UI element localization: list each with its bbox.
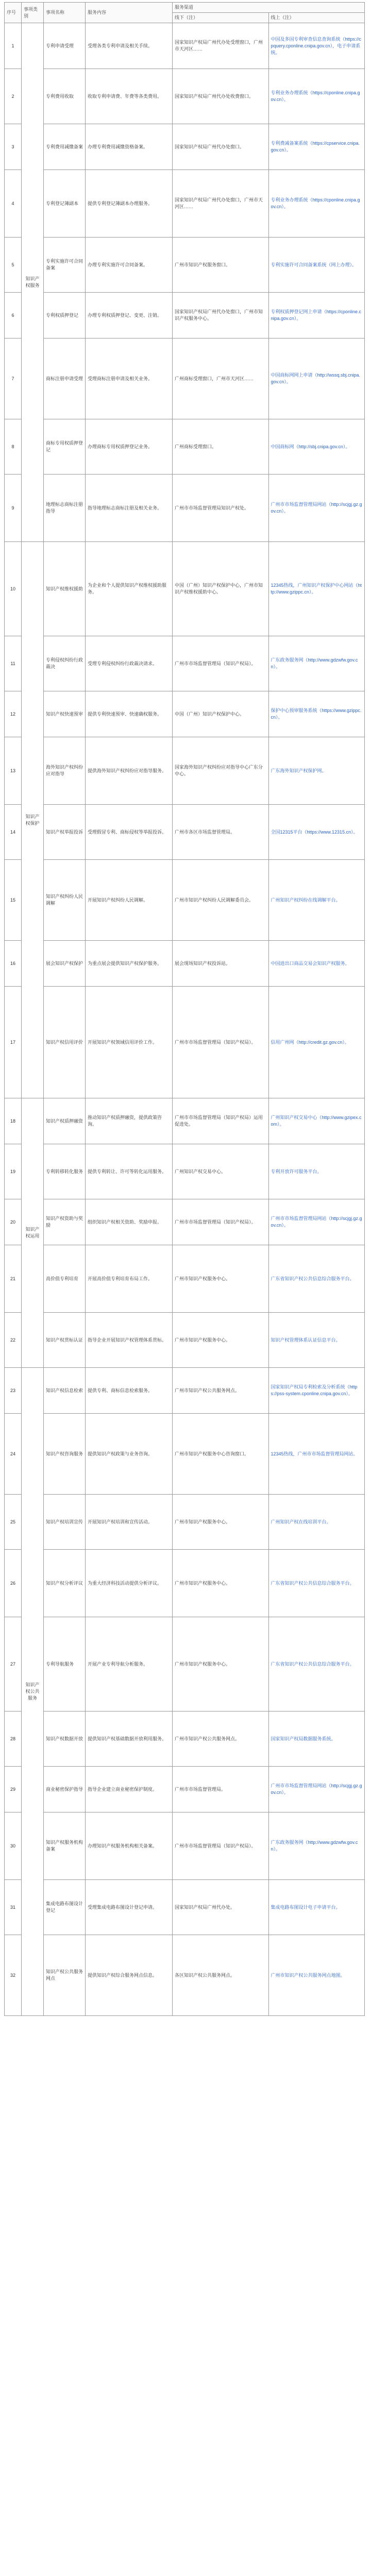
row-content: 收取专利申请费、年费等各类费用。 (86, 69, 173, 124)
row-content: 开展产业专利导航分析服务。 (86, 1617, 173, 1711)
row-offline-channel: 广州市知识产权公共服务网点。 (173, 1368, 269, 1414)
service-table (4, 2, 365, 2016)
row-category: 知识产权保护 (22, 542, 44, 1098)
header-index: 序号 (5, 3, 22, 23)
header-online: 线上（注） (268, 13, 365, 23)
table-row (5, 1711, 365, 1767)
row-offline-channel: 广州市知识产权纠纷人民调解委员会。 (173, 860, 269, 941)
row-index: 27 (5, 1617, 22, 1711)
row-online-channel: 广州市市场监督管理局网站（http://scjgj.gz.gov.cn）。 (268, 1199, 365, 1245)
table-row (5, 419, 365, 474)
row-name: 专利费用减缴备案 (44, 124, 86, 170)
row-content: 提供知识产权基础数据开放利用服务。 (86, 1711, 173, 1767)
row-offline-channel: 国家知识产权局广州代办处受理窗口，广州市天河区…… (173, 23, 269, 69)
table-row (5, 170, 365, 238)
row-index: 24 (5, 1414, 22, 1495)
row-name: 海外知识产权纠纷应对指导 (44, 737, 86, 805)
row-offline-channel: 广州市知识产权服务中心。 (173, 1550, 269, 1617)
row-online-channel: 广东省知识产权公共信息综合服务平台。 (268, 1617, 365, 1711)
row-offline-channel: 广州市市场监督管理局（知识产权局）。 (173, 987, 269, 1098)
row-offline-channel: 广州市市场监督管理局知识产权处。 (173, 474, 269, 542)
row-name: 地理标志商标注册指导 (44, 474, 86, 542)
row-offline-channel: 展会现场知识产权投诉站。 (173, 941, 269, 987)
table-row (5, 1245, 365, 1313)
row-online-channel: 12345热线，广州知识产权保护中心网站（http://www.gzippc.cn）。 (268, 542, 365, 636)
row-content: 提供海外知识产权纠纷应对指导服务。 (86, 737, 173, 805)
row-content: 办理专利权质押登记、变更、注销。 (86, 293, 173, 338)
row-name: 知识产权举报投诉 (44, 805, 86, 860)
row-index: 14 (5, 805, 22, 860)
row-content: 提供专利转让、许可等转化运用服务。 (86, 1144, 173, 1199)
row-offline-channel: 广州市知识产权服务中心。 (173, 1617, 269, 1711)
row-index: 21 (5, 1245, 22, 1313)
row-offline-channel: 广州市知识产权服务中心。 (173, 1313, 269, 1368)
row-offline-channel: 广州商标受理窗口，广州市天河区…… (173, 338, 269, 419)
row-content: 办理专利实施许可合同备案。 (86, 238, 173, 293)
table-row (5, 124, 365, 170)
row-index: 32 (5, 1935, 22, 2016)
row-online-channel: 集成电路布图设计电子申请平台。 (268, 1880, 365, 1935)
row-online-channel: 广东省知识产权公共信息综合服务平台。 (268, 1550, 365, 1617)
row-name: 专利费用收取 (44, 69, 86, 124)
row-content: 组织知识产权相关资助、奖励申报。 (86, 1199, 173, 1245)
table-row (5, 805, 365, 860)
row-offline-channel: 各区知识产权公共服务网点。 (173, 1935, 269, 2016)
row-name: 展会知识产权保护 (44, 941, 86, 987)
row-online-channel: 国家知识产权局专利检索及分析系统（https://pss-system.cponline.cnipa.gov.cn）。 (268, 1368, 365, 1414)
table-row (5, 1199, 365, 1245)
row-index: 6 (5, 293, 22, 338)
row-content: 提供专利、商标信息检索服务。 (86, 1368, 173, 1414)
table-row (5, 1098, 365, 1144)
row-online-channel: 12345热线，广州市市场监督管理局网站。 (268, 1414, 365, 1495)
row-offline-channel: 国家知识产权局广州代办处窗口，广州市知识产权服务中心。 (173, 293, 269, 338)
table-row (5, 238, 365, 293)
row-index: 7 (5, 338, 22, 419)
row-name: 专利申请受理 (44, 23, 86, 69)
row-content: 办理商标专用权质押登记业务。 (86, 419, 173, 474)
row-content: 开展知识产权领域信用评价工作。 (86, 987, 173, 1098)
row-online-channel: 广州市市场监督管理局网站（http://scjgj.gz.gov.cn）。 (268, 1767, 365, 1812)
row-name: 专利权质押登记 (44, 293, 86, 338)
row-name: 知识产权信用评价 (44, 987, 86, 1098)
row-name: 商业秘密保护指导 (44, 1767, 86, 1812)
row-online-channel: 广东政务服务网（http://www.gdzwfw.gov.cn）。 (268, 1812, 365, 1880)
row-name: 集成电路布图设计登记 (44, 1880, 86, 1935)
table-row (5, 691, 365, 737)
row-offline-channel: 国家海外知识产权纠纷应对指导中心广东分中心。 (173, 737, 269, 805)
row-offline-channel: 国家知识产权局广州代办处窗口，广州市天河区…… (173, 170, 269, 238)
header-offline: 线下（注） (173, 13, 269, 23)
row-online-channel: 全国12315平台（https://www.12315.cn）。 (268, 805, 365, 860)
row-offline-channel: 广州市市场监督管理局。 (173, 1767, 269, 1812)
row-online-channel: 专利权质押登记网上申请（https://cponline.cnipa.gov.cn）。 (268, 293, 365, 338)
row-name: 商标专用权质押登记 (44, 419, 86, 474)
row-name: 知识产权贯标认证 (44, 1313, 86, 1368)
row-index: 25 (5, 1495, 22, 1550)
row-online-channel: 中国及多国专利审查信息查询系统（https://cpquery.cponline.cnipa.gov.cn），电子申请系统。 (268, 23, 365, 69)
row-online-channel: 中国商标网网上申请（http://wssq.sbj.cnipa.gov.cn）。 (268, 338, 365, 419)
row-offline-channel: 广州市知识产权服务中心咨询窗口。 (173, 1414, 269, 1495)
table-row (5, 1880, 365, 1935)
table-row (5, 1812, 365, 1880)
row-offline-channel: 国家知识产权局广州代办处窗口。 (173, 124, 269, 170)
row-offline-channel: 广州市各区市场监督管理局。 (173, 805, 269, 860)
row-name: 知识产权服务机构备案 (44, 1812, 86, 1880)
row-online-channel: 专利费减备案系统（https://cpservice.cnipa.gov.cn）。 (268, 124, 365, 170)
row-offline-channel: 广州商标受理窗口。 (173, 419, 269, 474)
header-content: 服务内容 (86, 3, 173, 23)
row-name: 专利登记簿副本 (44, 170, 86, 238)
row-online-channel: 专利业务办理系统（https://cponline.cnipa.gov.cn）。 (268, 69, 365, 124)
table-row (5, 1550, 365, 1617)
row-online-channel: 专利业务办理系统（https://cponline.cnipa.gov.cn）。 (268, 170, 365, 238)
row-online-channel: 广州知识产权在线培训平台。 (268, 1495, 365, 1550)
row-index: 15 (5, 860, 22, 941)
row-content: 提供知识产权政策与业务咨询。 (86, 1414, 173, 1495)
row-content: 开展知识产权培训和宣传活动。 (86, 1495, 173, 1550)
row-index: 30 (5, 1812, 22, 1880)
row-name: 知识产权信息检索 (44, 1368, 86, 1414)
row-online-channel: 知识产权管理体系认证信息平台。 (268, 1313, 365, 1368)
row-content: 为重大经济科技活动提供分析评议。 (86, 1550, 173, 1617)
row-name: 专利实施许可合同备案 (44, 238, 86, 293)
row-name: 专利导航服务 (44, 1617, 86, 1711)
row-online-channel: 广州知识产权交易中心（http://www.gzipex.com）。 (268, 1098, 365, 1144)
document-page (4, 0, 365, 2016)
row-category: 知识产权运用 (22, 1098, 44, 1368)
row-content: 受理商标注册申请及相关业务。 (86, 338, 173, 419)
row-offline-channel: 广州市市场监督管理局（知识产权局）。 (173, 636, 269, 691)
row-name: 知识产权质押融资 (44, 1098, 86, 1144)
row-content: 受理假冒专利、商标侵权等举报投诉。 (86, 805, 173, 860)
row-name: 高价值专利培育 (44, 1245, 86, 1313)
row-name: 专利转移转化服务 (44, 1144, 86, 1199)
row-index: 9 (5, 474, 22, 542)
row-online-channel: 广东政务服务网（http://www.gdzwfw.gov.cn）。 (268, 636, 365, 691)
row-index: 23 (5, 1368, 22, 1414)
row-name: 知识产权咨询服务 (44, 1414, 86, 1495)
table-row (5, 69, 365, 124)
row-content: 受理各类专利申请及相关手续。 (86, 23, 173, 69)
row-offline-channel: 广州市市场监督管理局（知识产权局）。 (173, 1812, 269, 1880)
row-name: 知识产权纠纷人民调解 (44, 860, 86, 941)
row-content: 为重点展会提供知识产权保护服务。 (86, 941, 173, 987)
row-name: 知识产权快速预审 (44, 691, 86, 737)
row-name: 专利侵权纠纷行政裁决 (44, 636, 86, 691)
row-content: 指导地理标志商标注册及相关业务。 (86, 474, 173, 542)
row-online-channel: 中国商标网（http://sbj.cnipa.gov.cn）。 (268, 419, 365, 474)
row-name: 知识产权资助与奖励 (44, 1199, 86, 1245)
row-online-channel: 广东省知识产权公共信息综合服务平台。 (268, 1245, 365, 1313)
table-row (5, 737, 365, 805)
table-row (5, 338, 365, 419)
row-offline-channel: 广州市知识产权服务中心。 (173, 1245, 269, 1313)
row-offline-channel: 国家知识产权局广州代办处。 (173, 1880, 269, 1935)
row-index: 12 (5, 691, 22, 737)
row-offline-channel: 广州市知识产权服务中心。 (173, 1495, 269, 1550)
table-row (5, 1144, 365, 1199)
row-content: 为企业和个人提供知识产权维权援助服务。 (86, 542, 173, 636)
row-index: 8 (5, 419, 22, 474)
row-content: 指导企业建立商业秘密保护制度。 (86, 1767, 173, 1812)
row-content: 办理专利费用减缴资格备案。 (86, 124, 173, 170)
row-online-channel: 广州知识产权纠纷在线调解平台。 (268, 860, 365, 941)
row-online-channel: 信用广州网（http://credit.gz.gov.cn）。 (268, 987, 365, 1098)
row-offline-channel: 中国（广州）知识产权保护中心。 (173, 691, 269, 737)
row-offline-channel: 广州知识产权交易中心。 (173, 1144, 269, 1199)
table-row (5, 542, 365, 636)
table-body (5, 23, 365, 2016)
row-online-channel: 保护中心预审服务系统（https://www.gzippc.cn）。 (268, 691, 365, 737)
row-content: 开展高价值专利培育布局工作。 (86, 1245, 173, 1313)
table-row (5, 474, 365, 542)
row-online-channel: 国家知识产权局数据服务系统。 (268, 1711, 365, 1767)
row-offline-channel: 广州市市场监督管理局（知识产权局）运用促进处。 (173, 1098, 269, 1144)
row-offline-channel: 国家知识产权局广州代办处收费窗口。 (173, 69, 269, 124)
row-index: 4 (5, 170, 22, 238)
row-index: 11 (5, 636, 22, 691)
row-offline-channel: 中国（广州）知识产权保护中心，广州市知识产权维权援助中心。 (173, 542, 269, 636)
table-row (5, 293, 365, 338)
row-content: 指导企业开展知识产权管理体系贯标。 (86, 1313, 173, 1368)
table-row (5, 1617, 365, 1711)
row-online-channel: 专利实施许可合同备案系统（网上办理）。 (268, 238, 365, 293)
row-content: 提供专利登记簿副本办理服务。 (86, 170, 173, 238)
row-online-channel: 广州市市场监督管理局网站（http://scjgj.gz.gov.cn）。 (268, 474, 365, 542)
row-index: 17 (5, 987, 22, 1098)
row-index: 5 (5, 238, 22, 293)
table-header-row (5, 3, 365, 13)
table-row (5, 636, 365, 691)
row-name: 商标注册申请受理 (44, 338, 86, 419)
row-index: 1 (5, 23, 22, 69)
row-index: 31 (5, 1880, 22, 1935)
row-content: 提供专利快速预审、快速确权服务。 (86, 691, 173, 737)
row-content: 受理集成电路布图设计登记申请。 (86, 1880, 173, 1935)
row-content: 推动知识产权质押融资，提供政策咨询。 (86, 1098, 173, 1144)
table-row (5, 987, 365, 1098)
row-index: 2 (5, 69, 22, 124)
row-category: 知识产权服务 (22, 23, 44, 542)
row-offline-channel: 广州市知识产权服务窗口。 (173, 238, 269, 293)
row-name: 知识产权数据开放 (44, 1711, 86, 1767)
table-row (5, 1935, 365, 2016)
row-name: 知识产权培训宣传 (44, 1495, 86, 1550)
row-online-channel: 专利开放许可服务平台。 (268, 1144, 365, 1199)
row-index: 16 (5, 941, 22, 987)
row-index: 13 (5, 737, 22, 805)
header-category: 事项类别 (22, 3, 44, 23)
row-online-channel: 中国进出口商品交易会知识产权服务。 (268, 941, 365, 987)
row-index: 3 (5, 124, 22, 170)
table-row (5, 1368, 365, 1414)
table-row (5, 1495, 365, 1550)
row-content: 受理专利侵权纠纷行政裁决请求。 (86, 636, 173, 691)
table-row (5, 1414, 365, 1495)
row-online-channel: 广东海外知识产权保护网。 (268, 737, 365, 805)
table-row (5, 1313, 365, 1368)
row-index: 19 (5, 1144, 22, 1199)
row-index: 26 (5, 1550, 22, 1617)
row-name: 知识产权分析评议 (44, 1550, 86, 1617)
row-name: 知识产权公共服务网点 (44, 1935, 86, 2016)
row-content: 开展知识产权纠纷人民调解。 (86, 860, 173, 941)
row-content: 提供知识产权综合服务网点信息。 (86, 1935, 173, 2016)
row-content: 办理知识产权服务机构相关备案。 (86, 1812, 173, 1880)
row-category: 知识产权公共服务 (22, 1368, 44, 2016)
row-index: 22 (5, 1313, 22, 1368)
header-name: 事项名称 (44, 3, 86, 23)
row-name: 知识产权维权援助 (44, 542, 86, 636)
row-index: 29 (5, 1767, 22, 1812)
header-channel: 服务渠道 (173, 3, 365, 13)
row-index: 18 (5, 1098, 22, 1144)
row-index: 28 (5, 1711, 22, 1767)
row-online-channel: 广州市知识产权公共服务网点地图。 (268, 1935, 365, 2016)
row-offline-channel: 广州市知识产权公共服务网点。 (173, 1711, 269, 1767)
row-offline-channel: 广州市市场监督管理局（知识产权局）。 (173, 1199, 269, 1245)
row-index: 10 (5, 542, 22, 636)
table-row (5, 1767, 365, 1812)
row-index: 20 (5, 1199, 22, 1245)
table-row (5, 23, 365, 69)
table-row (5, 941, 365, 987)
table-row (5, 860, 365, 941)
